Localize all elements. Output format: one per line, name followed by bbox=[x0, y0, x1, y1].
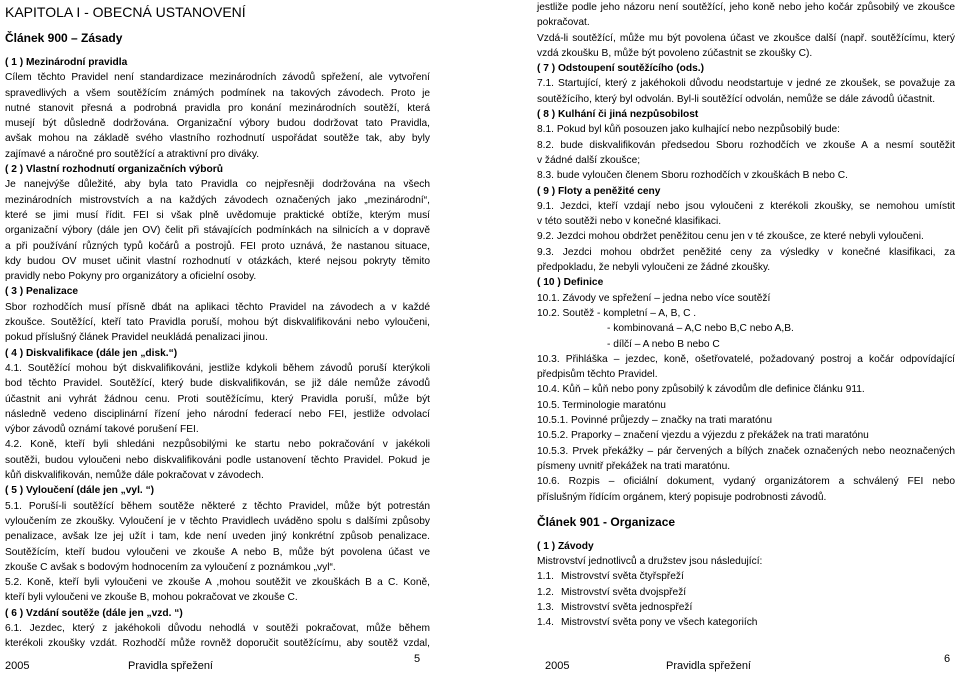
paragraph-line: 7.1. Startující, který z jakéhokoli důvodu neodstartuje v jedné ze zkoušek, se považuje za bbox=[537, 78, 955, 90]
paragraph-line: kdy budou OV muset učinit vlastní rozhodnutí v otázkách, které nejsou pokryty těmito bbox=[5, 255, 430, 267]
paragraph-line: v žádné další zkoušce; bbox=[537, 154, 641, 166]
footer-year: 2005 bbox=[545, 660, 570, 672]
definition-line: 10.6. Rozpis – oficiální dokument, vydaný organizátorem a schválený FEI nebo bbox=[537, 476, 955, 488]
paragraph-line: 4.1. Soutěžící mohou být diskvalifikováni, jestliže kdykoli během závodů poruší kterýkoli bbox=[5, 362, 430, 374]
section-heading: ( 1 ) Mezinárodní pravidla bbox=[5, 57, 128, 68]
definition-line: 10.3. Přihláška – jezdec, koně, ošetřovatelé, požadovaný postroj a kočár odpovídající bbox=[537, 353, 955, 365]
paragraph-line: v této soutěži nebo v konečné klasifikaci. bbox=[537, 216, 722, 228]
definition-line: příslušným řídícím orgánem, který popisuje podrobnosti závodů. bbox=[537, 491, 827, 503]
paragraph-line: 5.1. Poruší-li soutěžící během soutěže některé z těchto Pravidel, může být potrestán bbox=[5, 500, 430, 512]
list-item bbox=[537, 585, 955, 600]
paragraph-line: 6.1. Jezdec, který z jakéhokoli důvodu nehodlá v soutěži pokračovat, může během bbox=[5, 622, 430, 634]
list-item-number: 1.3. bbox=[537, 601, 554, 613]
paragraph-line: a při používání různých typů kočárů a postrojů. FEI proto uznává, že nastanou situace, bbox=[5, 240, 430, 252]
paragraph-line: Mistrovství jednotlivců a družstev jsou následující: bbox=[537, 556, 763, 568]
section-heading: ( 3 ) Penalizace bbox=[5, 286, 79, 298]
list-item-number: 1.4. bbox=[537, 617, 554, 629]
paragraph-line: 4.2. Koně, kteří byli shledáni nezpůsobilými ke startu nebo pokračování v jakékoli bbox=[5, 439, 430, 451]
paragraph-line: vyloučením ze zkoušky. Vyloučení je v těchto Pravidlech uváděno spolu s dalšími způsoby bbox=[5, 515, 430, 527]
footer-title: Pravidla spřežení bbox=[128, 660, 213, 672]
article-title: Článek 900 – Zásady bbox=[5, 31, 123, 45]
footer-title: Pravidla spřežení bbox=[666, 660, 751, 672]
section-heading: ( 5 ) Vyloučení (dále jen „vyl. “) bbox=[5, 485, 155, 497]
paragraph-line: jestliže podle jeho názoru není soutěžící, jeho koně nebo jeho kočár způsobilý ve zkoušce bbox=[537, 2, 955, 13]
definition-line: 10.5.2. Praporky – značení vjezdu a výjezdu z překážek na trati maratónu bbox=[537, 430, 869, 442]
paragraph-line: 9.1. Jezdci, kteří vzdají nebo jsou vyloučeni z kterékoli zkoušky, se nemohou umístit bbox=[537, 200, 955, 212]
paragraph-line: 9.3. Jezdci mohou obdržet peněžité ceny za výsledky v konečné klasifikaci, za bbox=[537, 246, 955, 258]
left-page bbox=[5, 0, 430, 652]
page-number: 6 bbox=[944, 653, 951, 665]
paragraph-line: bod těchto Pravidel. Soutěžící, který bude diskvalifikován, se již dále nemůže závodů bbox=[5, 378, 430, 390]
paragraph-line: kteří byli vyloučeni ve zkouše B, mohou pokračovat ve zkouše C. bbox=[5, 592, 298, 604]
article-title: Článek 901 - Organizace bbox=[537, 514, 676, 529]
paragraph-line: zajímavé a náročné pro soutěžící a atraktivní pro diváky. bbox=[5, 148, 260, 160]
paragraph-line: které se jimi musí řídit. FEI si však plně uvědomuje praktické obtíže, kterým musí bbox=[5, 209, 430, 221]
paragraph-line: výbor závodů oznámí takové porušení FEI. bbox=[5, 424, 199, 436]
paragraph-line: kterékoli zkoušky vzdát. Rozhodčí může rovněž doporučit soutěžícímu, aby soutěž vzdal, bbox=[5, 638, 430, 650]
list-item-text: Mistrovství světa dvojspřeží bbox=[561, 586, 687, 598]
definition-line: - kombinovaná – A,C nebo B,C nebo A,B. bbox=[607, 323, 794, 335]
definition-line: 10.1. Závody ve spřežení – jedna nebo více soutěží bbox=[537, 292, 771, 304]
paragraph-line: Soutěžícím, kteří budou vyloučeni ve zkouše A nebo B, může být povolena účast ve bbox=[5, 546, 430, 558]
paragraph-line: pokračovat. bbox=[537, 17, 590, 29]
paragraph-line: 8.3. bude vyloučen členem Sboru rozhodčích v zkouškách B nebo C. bbox=[537, 170, 848, 182]
section-heading: ( 7 ) Odstoupení soutěžícího (ods.) bbox=[537, 63, 704, 75]
section-heading: ( 9 ) Floty a peněžité ceny bbox=[537, 185, 661, 197]
paragraph-line: Sbor rozhodčích musí přísně dbát na aplikaci těchto Pravidel na závodech a v každé bbox=[5, 301, 430, 313]
list-item bbox=[537, 615, 955, 630]
definition-line: 10.4. Kůň – kůň nebo pony způsobilý k závodům dle definice článku 911. bbox=[537, 384, 865, 396]
paragraph-line: zkouše C avšak s bodovým hodnocením za vyloučení z poznámkou „vyl“. bbox=[5, 561, 336, 573]
paragraph-line: následně vedeno disciplinární řízení jeho národní federací nebo FEI, jestliže odvolací bbox=[5, 408, 430, 420]
paragraph-line: soutěžícího, který byl odvolán. Byl-li soutěžící odvolán, nemůže se dále závodů účastnit. bbox=[537, 93, 936, 105]
paragraph-line: zkoušce. Soutěžící, kteří tato Pravidla poruší, mohou být diskvalifikováni nebo vyloučeni, bbox=[5, 317, 430, 329]
paragraph-line: musejí být důsledně dodržována. Organizační výbory budou dodržovat tato Pravidla, bbox=[5, 118, 430, 130]
championship-list bbox=[537, 569, 955, 630]
paragraph-line: spravedlivých a všem soutěžícím známých podmínek na takových závodech. Proto je bbox=[5, 87, 430, 99]
definition-line: 10.2. Soutěž - kompletní – A, B, C . bbox=[537, 307, 697, 319]
paragraph-line: 9.2. Jezdci mohou obdržet peněžitou cenu jen v té zkoušce, ze které nebyli vyloučeni. bbox=[537, 231, 924, 243]
section-heading: ( 8 ) Kulhání či jiná nezpůsobilost bbox=[537, 109, 699, 121]
definition-line: 10.5. Terminologie maratónu bbox=[537, 399, 666, 411]
list-item bbox=[537, 600, 955, 615]
section-heading: ( 4 ) Diskvalifikace (dále jen „disk.“) bbox=[5, 347, 178, 359]
list-item bbox=[537, 569, 955, 584]
list-item-text: Mistrovství světa čtyřspřeží bbox=[561, 571, 684, 583]
footer-year: 2005 bbox=[5, 660, 30, 672]
paragraph-line: předpokladu, že nebyli vyloučeni ze žádné zkoušky. bbox=[537, 262, 771, 274]
list-item-number: 1.2. bbox=[537, 586, 554, 598]
paragraph-line: pravidly nebo Pokyny pro organizátory a oficielní osoby. bbox=[5, 271, 257, 283]
chapter-title: KAPITOLA I - OBECNÁ USTANOVENÍ bbox=[5, 4, 246, 20]
section-heading: ( 2 ) Vlastní rozhodnutí organizačních výborů bbox=[5, 164, 223, 176]
section-heading: ( 1 ) Závody bbox=[537, 540, 594, 552]
definition-line: písmeny uvnitř překážek na trati maratónu. bbox=[537, 460, 731, 472]
section-heading: ( 6 ) Vzdání soutěže (dále jen „vzd. “) bbox=[5, 607, 183, 619]
paragraph-line: nutné stanovit přesná a podrobná pravidla pro konání mezinárodních soutěží, která bbox=[5, 102, 430, 114]
paragraph-line: Cílem těchto Pravidel není standardizace mezinárodních závodů spřežení, ale vytvoření bbox=[5, 72, 430, 84]
paragraph-line: soutěži, budou vyloučeni nebo diskvalifikováni podle ustanovení těchto Pravidel. Pokud je bbox=[5, 454, 430, 466]
paragraph-line: mezinárodních mistrovstvích a na každých závodech označených jako „mezinárodní“, bbox=[5, 194, 430, 206]
definition-line: 10.5.3. Prvek překážky – pár červených a bílých značek označených nebo neoznačených bbox=[537, 445, 955, 457]
paragraph-line: 8.1. Pokud byl kůň posouzen jako kulhající nebo nezpůsobilý bude: bbox=[537, 124, 841, 136]
paragraph-line: kůň diskvalifikován, nemůže dále pokračovat v závodech. bbox=[5, 470, 264, 482]
list-item-text: Mistrovství světa jednospřeží bbox=[561, 601, 693, 613]
definition-line: - dílčí – A nebo B nebo C bbox=[607, 338, 720, 350]
paragraph-line: vzdá zkoušku B, může být povoleno zúčastnit se zkoušky C). bbox=[537, 47, 813, 59]
paragraph-line: organizační výbory (dále jen OV) čelit při stávajících podmínkách na silnicích a v dopravě bbox=[5, 225, 430, 237]
paragraph-line: Vzdá-li soutěžící, může mu být povolena účast ve zkoušce další (např. soutěžícímu, který bbox=[537, 32, 955, 44]
list-item-text: Mistrovství světa pony ve všech kategoriích bbox=[561, 617, 758, 629]
paragraph-line: 5.2. Koně, kteří byli vyloučeni ve zkouše A ,mohou soutěžit ve zkouškách B a C. Koně, bbox=[5, 577, 430, 589]
paragraph-line: účastnit ani vyhrát žádnou cenu. Proti soutěžícímu, který Pravidla poruší, může být bbox=[5, 393, 430, 405]
definition-line: 10.5.1. Povinné průjezdy – značky na trati maratónu bbox=[537, 415, 773, 427]
definition-line: předpisům těchto Pravidel. bbox=[537, 369, 658, 381]
paragraph-line: pokud příslušný článek Pravidel neukládá penalizaci jinou. bbox=[5, 332, 268, 344]
page-number: 5 bbox=[414, 653, 421, 665]
right-page bbox=[537, 0, 955, 631]
paragraph-line: 8.2. bude diskvalifikován předsedou Sboru rozhodčích ve zkouše A a nesmí soutěžit bbox=[537, 139, 955, 151]
list-item-number: 1.1. bbox=[537, 571, 554, 583]
paragraph-line: avšak mohou na základě svého vlastního rozhodnutí uspořádat soutěže tak, aby byly bbox=[5, 133, 430, 145]
section-heading: ( 10 ) Definice bbox=[537, 277, 604, 289]
paragraph-line: penalizace, avšak lze jej užít i tam, kde není uveden jiný konkrétní způsob penalizace. bbox=[5, 531, 430, 543]
paragraph-line: Je nanejvýše důležité, aby byla tato Pravidla co nejpřesněji dodržována na všech bbox=[5, 179, 430, 191]
